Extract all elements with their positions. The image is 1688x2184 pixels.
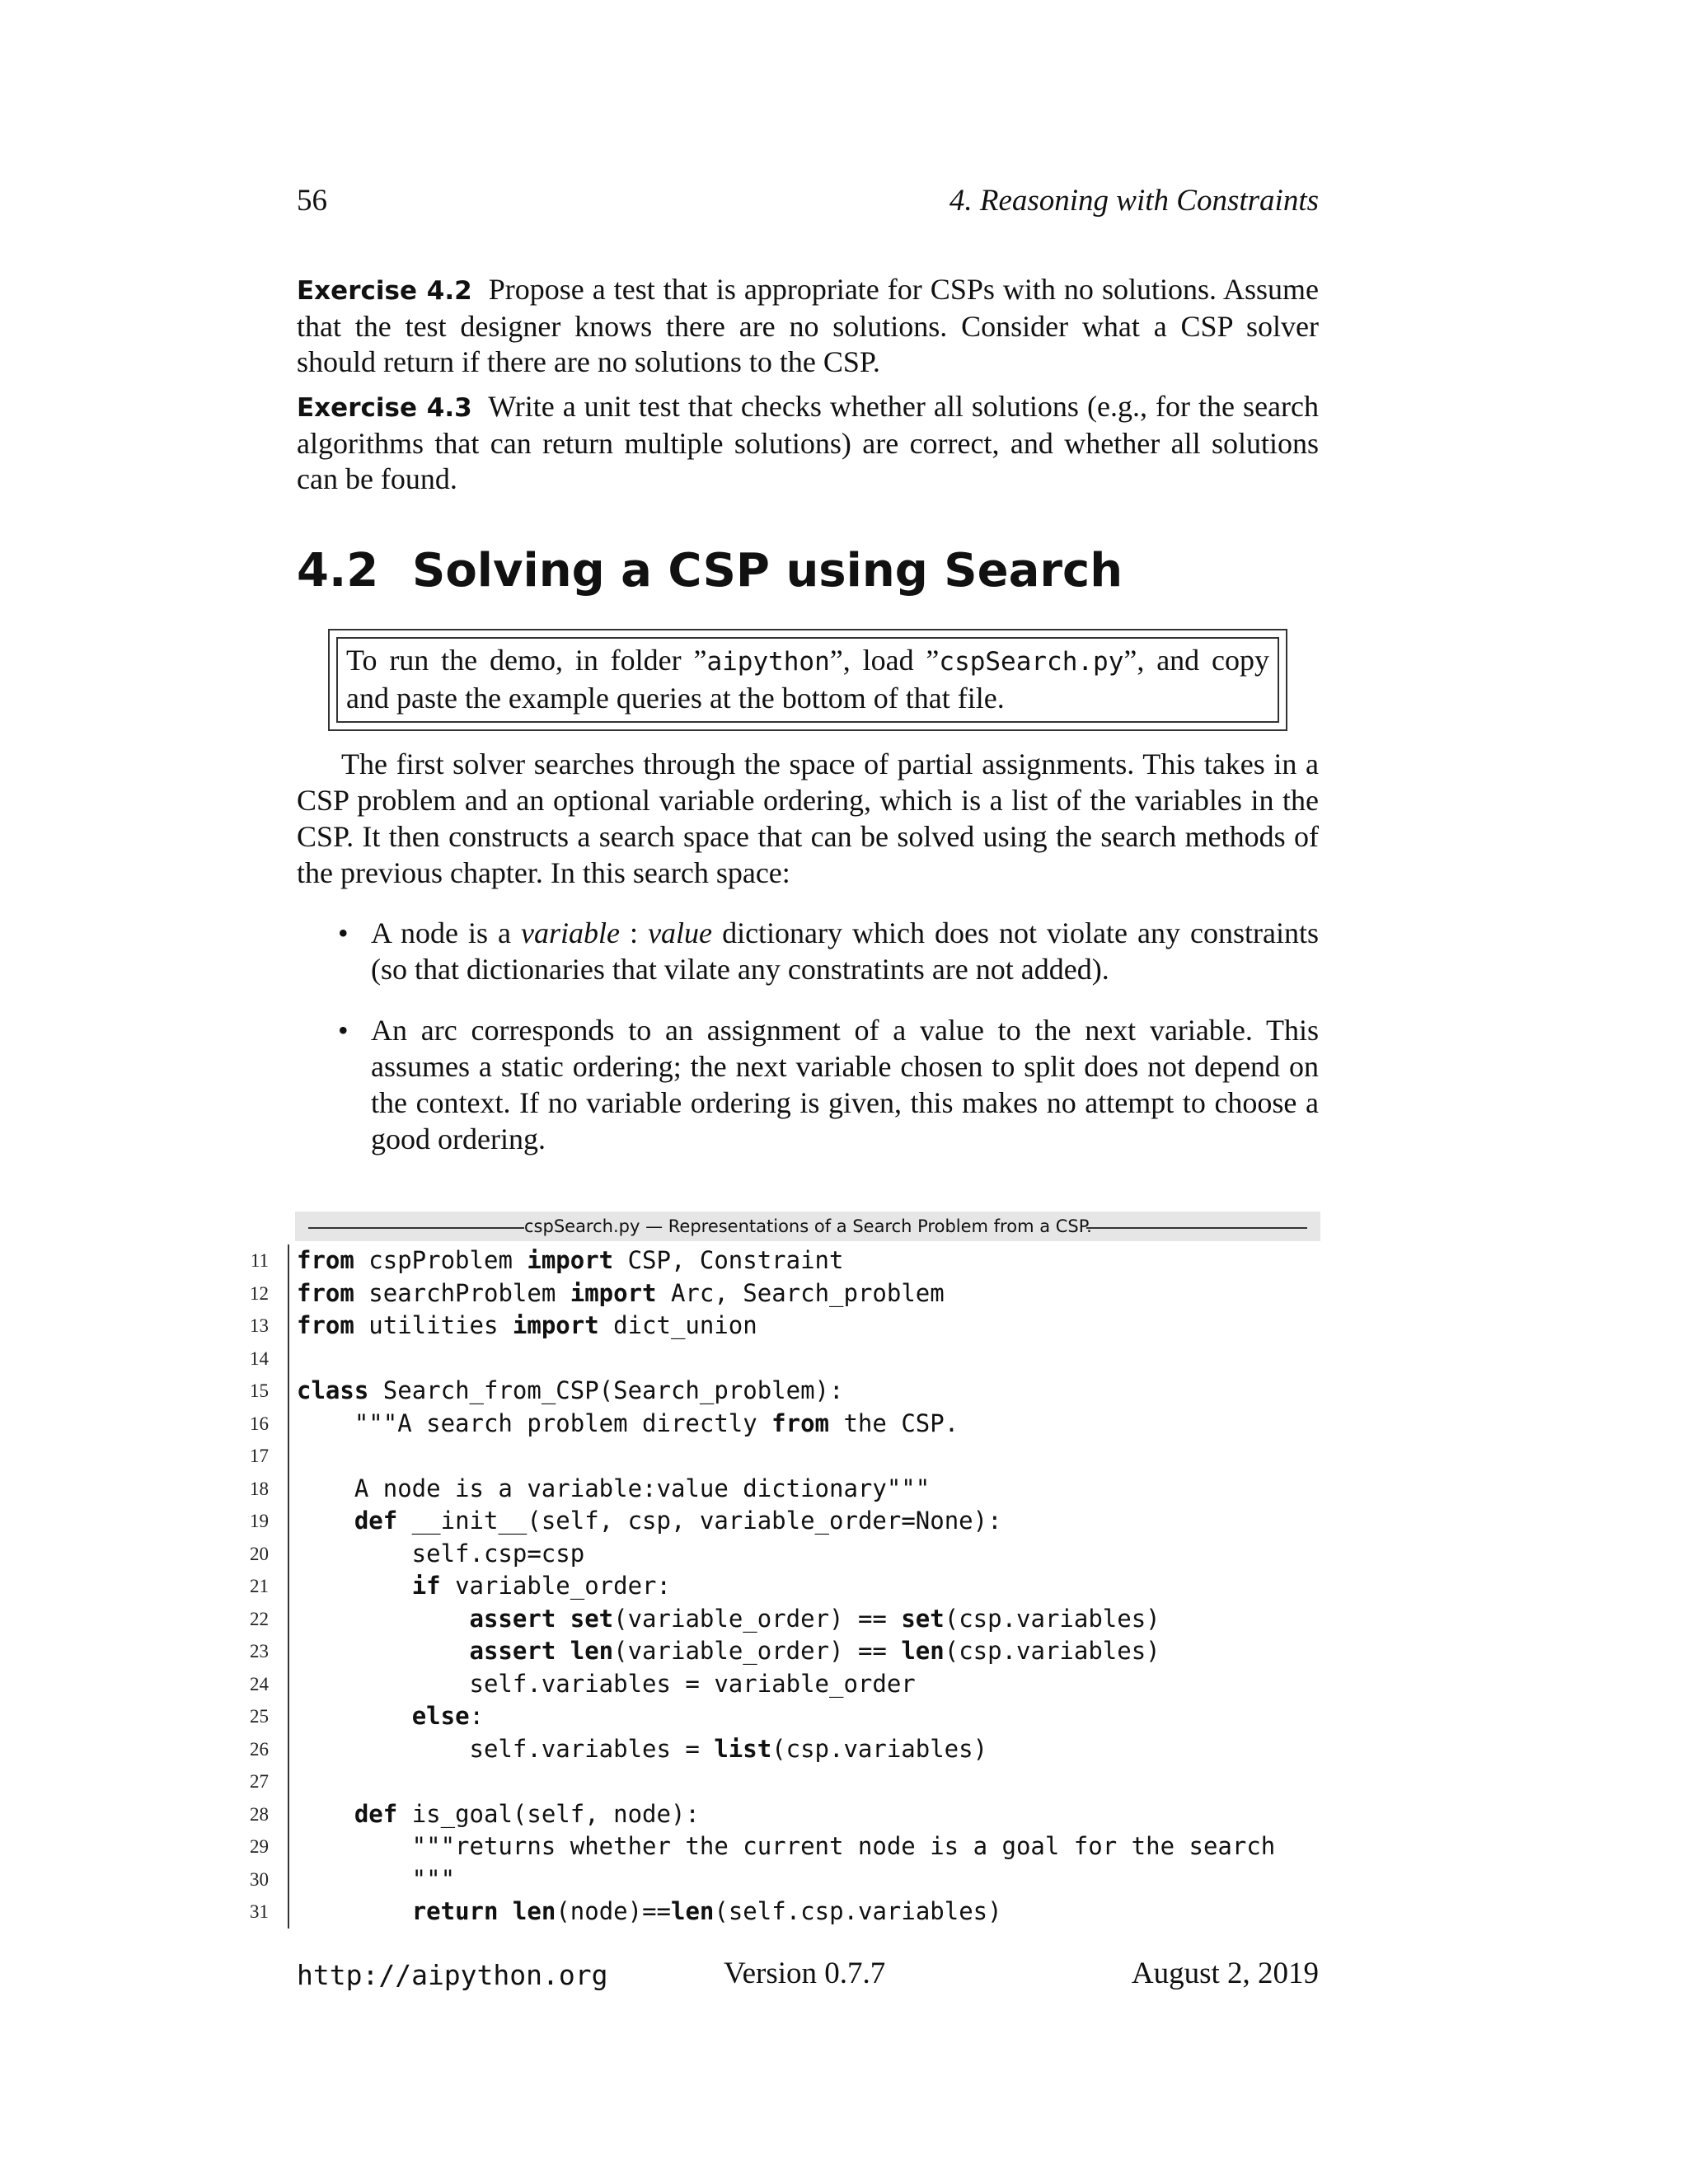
code-line bbox=[231, 1505, 1335, 1538]
exercise-text: Write a unit test that checks whether all solutions (e.g., for the search algorithms that can return multiple solutions) are correct, and whether all solutions can be found. bbox=[297, 390, 1319, 495]
code-text: return len(node)==len(self.csp.variables) bbox=[411, 1897, 1002, 1925]
line-number: 20 bbox=[250, 1543, 269, 1564]
line-number: 25 bbox=[250, 1706, 269, 1727]
code-line bbox=[231, 1538, 1335, 1571]
section-number: 4.2 bbox=[297, 544, 379, 598]
code-line bbox=[231, 1830, 1335, 1863]
line-number: 12 bbox=[250, 1282, 269, 1304]
line-number: 17 bbox=[250, 1446, 269, 1466]
caption-rule bbox=[1086, 1227, 1307, 1229]
line-number: 16 bbox=[250, 1413, 269, 1434]
demo-box bbox=[328, 629, 1287, 731]
code-line bbox=[231, 1635, 1335, 1668]
exercise-text: Propose a test that is appropriate for CSPs with no solutions. Assume that the test designer knows there are no solutions. Consider what a CSP solver should return if there are no solutions to the CSP. bbox=[297, 273, 1320, 378]
code-listing bbox=[231, 1244, 1335, 1929]
code-text: assert set(variable_order) == set(csp.variables) bbox=[469, 1604, 1160, 1633]
code-line bbox=[231, 1343, 1335, 1376]
footer-date: August 2, 2019 bbox=[1131, 1957, 1319, 1990]
demo-text: ”, load ” bbox=[829, 644, 940, 677]
variable-term: variable bbox=[521, 916, 621, 949]
code-text: from searchProblem import Arc, Search_problem bbox=[297, 1278, 945, 1307]
code-line bbox=[231, 1863, 1335, 1896]
section-heading bbox=[297, 540, 1123, 602]
code-line bbox=[231, 1473, 1335, 1506]
list-item bbox=[336, 915, 1319, 987]
code-text: self.variables = list(csp.variables) bbox=[297, 1734, 988, 1763]
code-line bbox=[231, 1375, 1335, 1408]
line-number: 14 bbox=[250, 1347, 269, 1369]
code-line bbox=[231, 1896, 1335, 1929]
value-term: value bbox=[648, 916, 713, 949]
line-number: 27 bbox=[250, 1771, 269, 1792]
line-number: 21 bbox=[250, 1576, 269, 1596]
code-text: else: bbox=[411, 1702, 484, 1730]
demo-text: ”, and copy and paste the example queries at the bottom of that file. bbox=[346, 644, 1270, 715]
chapter-title: 4. Reasoning with Constraints bbox=[949, 184, 1319, 218]
code-text: self.variables = variable_order bbox=[297, 1669, 916, 1698]
bullet-list bbox=[336, 915, 1319, 1182]
line-number: 18 bbox=[250, 1478, 269, 1499]
exercise-4-2 bbox=[297, 272, 1319, 380]
file-name: cspSearch.py bbox=[939, 647, 1124, 677]
caption-rule bbox=[308, 1227, 524, 1229]
code-text: """ bbox=[297, 1864, 456, 1893]
exercise-4-3 bbox=[297, 389, 1319, 497]
bullet-text: dictionary which does not violate any constraints (so that dictionaries that vilate any constratints are not added). bbox=[371, 916, 1319, 986]
bullet-marker: • bbox=[338, 916, 349, 949]
code-line bbox=[231, 1668, 1335, 1701]
code-text: from cspProblem import CSP, Constraint bbox=[297, 1246, 844, 1274]
line-number: 19 bbox=[250, 1511, 269, 1531]
footer-url[interactable]: http://aipython.org bbox=[297, 1959, 608, 1991]
code-text: A node is a variable:value dictionary""" bbox=[297, 1474, 931, 1502]
code-text: def is_goal(self, node): bbox=[354, 1799, 700, 1828]
exercise-label: Exercise 4.2 bbox=[297, 276, 472, 306]
bullet-text: : bbox=[620, 916, 649, 949]
line-number: 26 bbox=[250, 1738, 269, 1760]
code-text: assert len(variable_order) == len(csp.variables) bbox=[469, 1637, 1160, 1665]
code-line bbox=[231, 1733, 1335, 1766]
line-number: 24 bbox=[250, 1673, 269, 1694]
line-number: 15 bbox=[250, 1380, 269, 1401]
line-number: 22 bbox=[250, 1608, 269, 1629]
code-caption bbox=[295, 1212, 1320, 1241]
paragraph-text: The first solver searches through the space of partial assignments. This takes in a CSP problem and an optional variable ordering, which is a list of the variables in the CSP. It then constructs a search space that can be solved using the search methods of the previous chapter. In this search space: bbox=[297, 748, 1319, 889]
code-text: """A search problem directly from the CSP. bbox=[297, 1408, 959, 1437]
line-number: 23 bbox=[250, 1641, 269, 1661]
footer-version: Version 0.7.7 bbox=[724, 1957, 886, 1990]
section-title: Solving a CSP using Search bbox=[412, 544, 1123, 598]
code-line bbox=[231, 1244, 1335, 1277]
bullet-text: An arc corresponds to an assignment of a value to the next variable. This assumes a static ordering; the next variable chosen to split does not depend on the context. If no variable ordering is given, this makes no attempt to choose a good ordering. bbox=[371, 1014, 1319, 1155]
code-line bbox=[231, 1277, 1335, 1310]
code-text: def __init__(self, csp, variable_order=None): bbox=[354, 1507, 1002, 1535]
code-line bbox=[231, 1440, 1335, 1473]
line-number: 13 bbox=[250, 1315, 269, 1336]
list-item bbox=[336, 1012, 1319, 1157]
line-number: 31 bbox=[250, 1901, 269, 1922]
line-number: 29 bbox=[250, 1836, 269, 1857]
folder-name: aipython bbox=[706, 647, 830, 677]
code-line bbox=[231, 1603, 1335, 1636]
line-number: 30 bbox=[250, 1868, 269, 1890]
code-line bbox=[231, 1570, 1335, 1603]
line-number: 11 bbox=[250, 1250, 269, 1271]
code-text: class Search_from_CSP(Search_problem): bbox=[297, 1376, 844, 1404]
demo-box-inner bbox=[336, 637, 1279, 723]
code-line bbox=[231, 1310, 1335, 1343]
code-line bbox=[231, 1408, 1335, 1441]
exercise-label: Exercise 4.3 bbox=[297, 393, 472, 423]
intro-paragraph bbox=[297, 746, 1319, 891]
demo-text: To run the demo, in folder ” bbox=[346, 644, 707, 677]
code-text: self.csp=csp bbox=[297, 1539, 585, 1568]
code-text: """returns whether the current node is a goal for the search bbox=[297, 1832, 1276, 1860]
code-text: from utilities import dict_union bbox=[297, 1311, 757, 1339]
code-text: if variable_order: bbox=[411, 1572, 671, 1600]
line-number: 28 bbox=[250, 1803, 269, 1825]
bullet-marker: • bbox=[338, 1014, 349, 1047]
code-line bbox=[231, 1798, 1335, 1831]
bullet-text: A node is a bbox=[371, 916, 522, 949]
code-line bbox=[231, 1765, 1335, 1798]
code-line bbox=[231, 1700, 1335, 1733]
page-number: 56 bbox=[297, 184, 327, 218]
code-caption-text: cspSearch.py — Representations of a Search Problem from a CSP. bbox=[524, 1216, 1092, 1236]
